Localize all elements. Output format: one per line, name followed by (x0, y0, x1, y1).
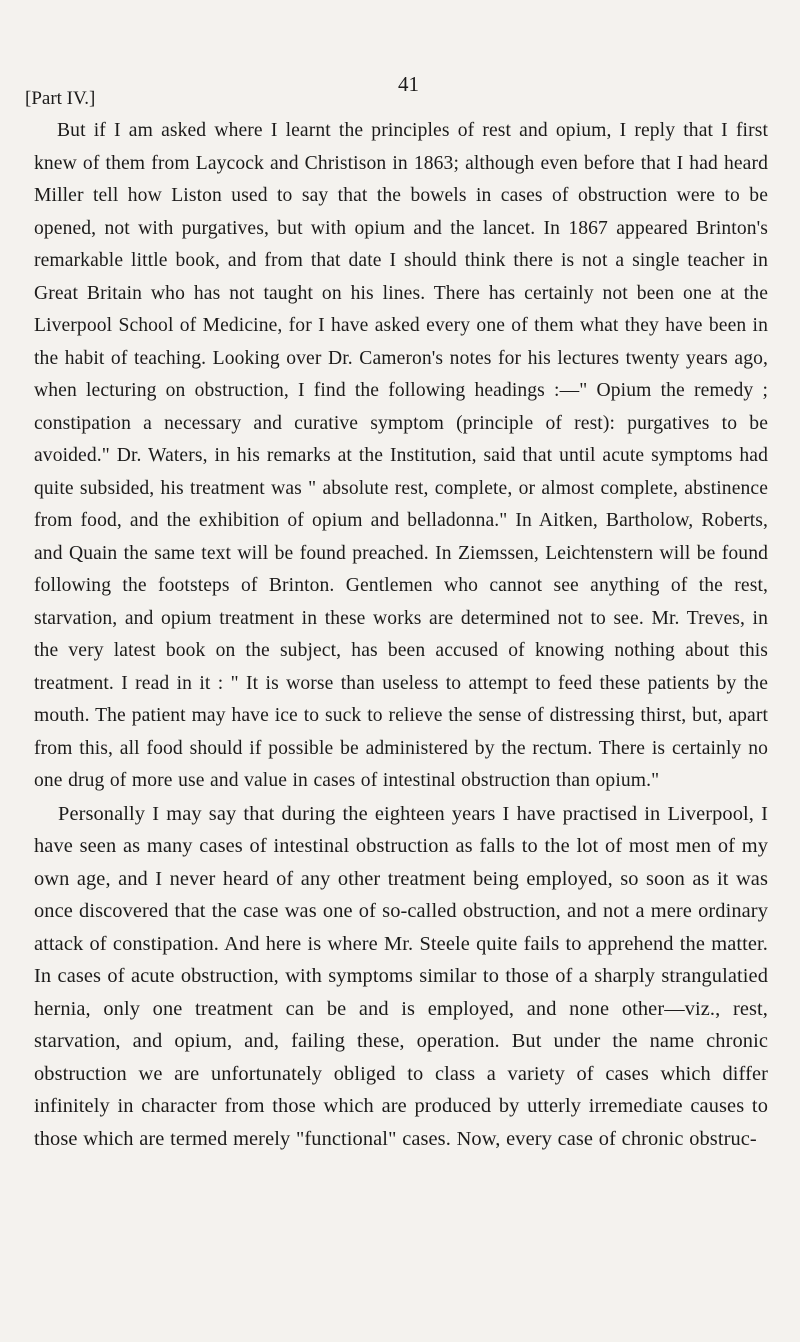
page-number: 41 (398, 72, 419, 96)
paragraph: Personally I may say that during the eighteen years I have practised in Liverpool, I have seen as many cases of intestinal obstruction as falls to the lot of most men of my own age, and I never heard of any other treatment being employed, so soon as it was once discovered that the case was one of so-called obstruction, and not a mere ordinary attack of constipation. And here is where Mr. Steele quite fails to apprehend the matter. In cases of acute obstruction, with symptoms similar to those of a sharply strangulatied hernia, only one treatment can be and is employed, and none other—viz., rest, starvation, and opium, and, failing these, operation. But under the name chronic obstruction we are unfortunately obliged to class a variety of cases which differ infinitely in character from those which are produced by utterly irremediate causes to those which are termed merely "functional" cases. Now, every case of chronic obstruc- (34, 802, 768, 1150)
running-head: [Part IV.] (25, 88, 96, 109)
body-text (34, 115, 768, 1155)
paragraph: But if I am asked where I learnt the principles of rest and opium, I reply that I first knew of them from Laycock and Christison in 1863; although even before that I had heard Miller tell how Liston used to say that the bowels in cases of obstruction were to be opened, not with purgatives, but with opium and the lancet. In 1867 appeared Brinton's remarkable little book, and from that date I should think there is not a single teacher in Great Britain who has not taught on his lines. There has certainly not been one at the Liverpool School of Medicine, for I have asked every one of them what they have been in the habit of teaching. Looking over Dr. Cameron's notes for his lectures twenty years ago, when lecturing on obstruction, I find the following headings :—" Opium the remedy ; constipation a necessary and curative symptom (principle of rest): purgatives to be avoided." Dr. Waters, in his remarks at the Institution, said that until acute symptoms had quite subsided, his treatment was " absolute rest, complete, or almost complete, abstinence from food, and the exhibition of opium and belladonna." In Aitken, Bartholow, Roberts, and Quain the same text will be found preached. In Ziemssen, Leichtenstern will be found following the footsteps of Brinton. Gentlemen who cannot see anything of the rest, starvation, and opium treatment in these works are determined not to see. Mr. Treves, in the very latest book on the subject, has been accused of knowing nothing about this treatment. I read in it : " It is worse than useless to attempt to feed these patients by the mouth. The patient may have ice to suck to relieve the sense of distressing thirst, but, apart from this, all food should if possible be administered by the rectum. There is certainly no one drug of more use and value in cases of intestinal obstruction than opium." (34, 120, 768, 791)
